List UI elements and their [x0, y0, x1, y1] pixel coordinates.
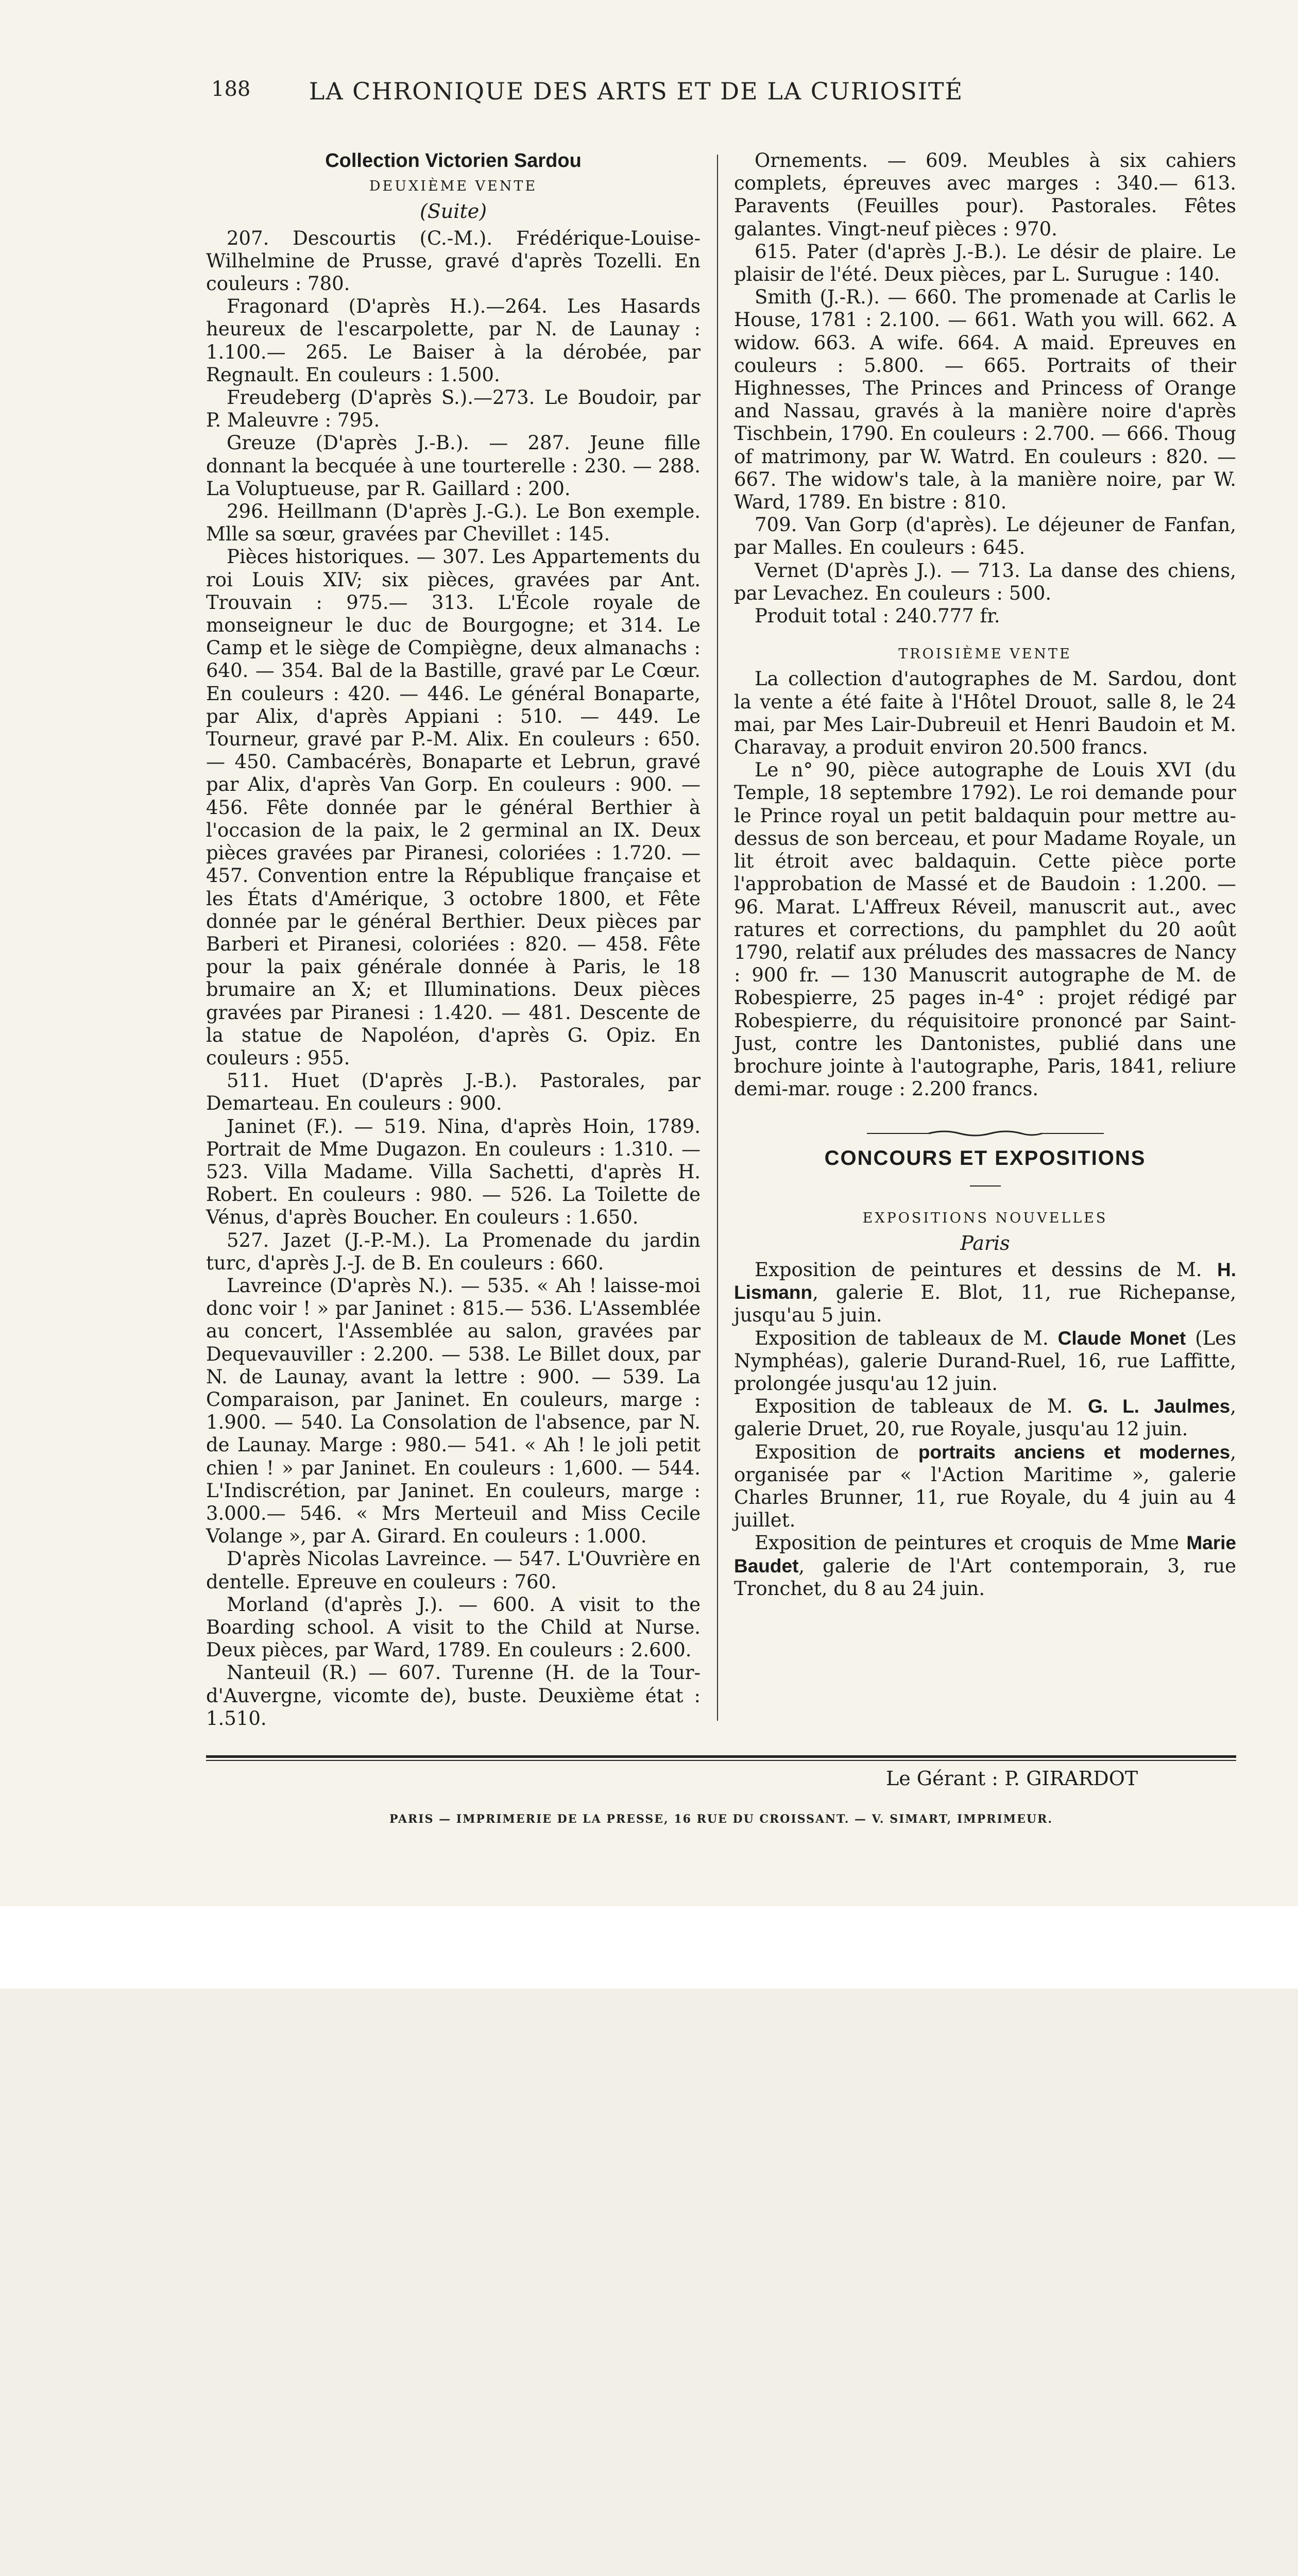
sale3-label: TROISIÈME VENTE: [898, 646, 1072, 663]
journal-title: LA CHRONIQUE DES ARTS ET DE LA CURIOSITÉ: [309, 77, 964, 105]
page-number: 188: [211, 77, 251, 101]
column-divider: [717, 155, 718, 1721]
lot-paragraph: Freudeberg (D'après S.).—273. Le Boudoir, par P. Maleuvre : 795.: [206, 386, 701, 432]
lot-paragraph: Nanteuil (R.) — 607. Turenne (H. de la Tour-d'Auvergne, vicomte de), buste. Deuxième état : 1.510.: [206, 1662, 701, 1730]
section-rule: [970, 1185, 1001, 1187]
lot-paragraph: 709. Van Gorp (d'après). Le déjeuner de Fanfan, par Malles. En couleurs : 645.: [734, 514, 1236, 559]
ornament-divider: [734, 1121, 1236, 1131]
gerant-line: Le Gérant : P. GIRARDOT: [886, 1767, 1138, 1790]
lot-paragraph: D'après Nicolas Lavreince. — 547. L'Ouvrière en dentelle. Epreuve en couleurs : 760.: [206, 1548, 701, 1593]
imprint-line: PARIS — IMPRIMERIE DE LA PRESSE, 16 RUE DU CROISSANT. — V. SIMART, IMPRIMEUR.: [389, 1812, 1053, 1826]
lot-paragraph: 527. Jazet (J.-P.-M.). La Promenade du jardin turc, d'après J.-J. de B. En couleurs : 660.: [206, 1229, 701, 1274]
lot-paragraph: Morland (d'après J.). — 600. A visit to the Boarding school. A visit to the Child at Nurse. Deux pièces, par Ward, 1789. En couleurs : 2.600.: [206, 1593, 701, 1662]
lot-paragraph: Lavreince (D'après N.). — 535. « Ah ! laisse-moi donc voir ! » par Janinet : 815.— 536. L'Assemblée au concert, l'Assemblée au salon, gravées par Dequevauviller : 2.200. — 538. Le Billet doux, par N. de Launay, avant la lettre : 900. — 539. La Comparaison, par Janinet. En couleurs, marge : 1.900. — 540. La Consolation de l'absence, par N. de Launay. Marge : 980.— 541. « Ah ! le joli petit chien ! » par Janinet. En couleurs : 1,600. — 544. L'Indiscrétion, par Janinet. En couleurs, marge : 3.000.— 546. « Mrs Merteuil and Miss Cecile Volange », par A. Girard. En couleurs : 1.000.: [206, 1274, 701, 1548]
lot-paragraph: 511. Huet (D'après J.-B.). Pastorales, par Demarteau. En couleurs : 900.: [206, 1070, 701, 1115]
lot-paragraph: 615. Pater (d'après J.-B.). Le désir de plaire. Le plaisir de l'été. Deux pièces, par L. Surugue : 140.: [734, 240, 1236, 286]
total-paragraph: Produit total : 240.777 fr.: [755, 605, 1000, 628]
lot-paragraph: Smith (J.-R.). — 660. The promenade at Carlis le House, 1781 : 2.100. — 661. Wath you will. 662. A widow. 663. A wife. 664. A maid. Epreuves en couleurs : 5.800. — 665. Portraits of their Highnesses, The Princes and Princess of Orange and Nassau, gravés à la manière noire d'après Tischbein, 1790. En couleurs : 2.700. — 666. Thoug of matrimony, par W. Watrd. En couleurs : 820. — 667. The widow's tale, à la manière noire, par W. Ward, 1789. En bistre : 810.: [734, 286, 1236, 514]
exhibition-paragraph: Exposition de peintures et croquis de Mme Marie Baudet, galerie de l'Art contemporain, 3, rue Tronchet, du 8 au 24 juin.: [734, 1532, 1236, 1600]
lot-paragraph: Greuze (D'après J.-B.). — 287. Jeune fille donnant la becquée à une tourterelle : 230. — 288. La Voluptueuse, par R. Gaillard : 200.: [206, 432, 701, 500]
city-label: Paris: [960, 1231, 1010, 1255]
lot-paragraph: 296. Heillmann (D'après J.-G.). Le Bon exemple. Mlle sa sœur, gravées par Chevillet : 145.: [206, 500, 701, 546]
left-column: [206, 149, 701, 1730]
exhibition-paragraph: Exposition de tableaux de M. G. L. Jaulmes, galerie Druet, 20, rue Royale, jusqu'au 12 juin.: [734, 1395, 1236, 1440]
exhibition-paragraph: Exposition de tableaux de M. Claude Monet (Les Nymphéas), galerie Durand-Ruel, 16, rue Laffitte, prolongée jusqu'au 12 juin.: [734, 1327, 1237, 1395]
collection-title: Collection Victorien Sardou: [325, 150, 582, 172]
section-title: CONCOURS ET EXPOSITIONS: [824, 1147, 1146, 1170]
viewer-footer: [0, 1906, 1298, 1989]
page-header: [211, 77, 1061, 113]
lot-paragraph: Fragonard (D'après H.).—264. Les Hasards heureux de l'escarpolette, par N. de Launay : 1.100.— 265. Le Baiser à la dérobée, par Regnault. En couleurs : 1.500.: [206, 295, 701, 386]
lot-paragraph: Ornements. — 609. Meubles à six cahiers complets, épreuves avec marges : 340.— 613. Paravents (Feuilles pour). Pastorales. Fêtes galantes. Vingt-neuf pièces : 970.: [734, 149, 1236, 240]
lot-paragraph: 207. Descourtis (C.-M.). Frédérique-Louise-Wilhelmine de Prusse, gravé d'après Tozelli. En couleurs : 780.: [206, 227, 701, 295]
autograph-paragraph: Le n° 90, pièce autographe de Louis XVI (du Temple, 18 septembre 1792). Le roi demande pour le Prince royal un petit baldaquin pour mettre au-dessus de son berceau, et pour Madame Royale, un lit étroit avec baldaquin. Cette pièce porte l'approbation de Massé et de Baudoin : 1.200. — 96. Marat. L'Affreux Réveil, manuscrit aut., avec ratures et corrections, du pamphlet du 20 août 1790, relatif aux préludes des massacres de Nancy : 900 fr. — 130 Manuscrit autographe de M. de Robespierre, 25 pages in-4° : projet rédigé par Robespierre, du réquisitoire prononcé par Saint-Just, contre les Dantonistes, publié dans une brochure jointe à l'autographe, Paris, 1841, reliure demi-mar. rouge : 2.200 francs.: [734, 759, 1236, 1100]
footer-rule: [206, 1760, 1236, 1761]
suite-label: (Suite): [419, 200, 487, 223]
sale-label: DEUXIÈME VENTE: [369, 178, 538, 195]
lot-paragraph: Vernet (D'après J.). — 713. La danse des chiens, par Levachez. En couleurs : 500.: [734, 559, 1236, 604]
exhibition-paragraph: Exposition de portraits anciens et modernes, organisée par « l'Action Maritime », galerie Charles Brunner, 11, rue Royale, du 4 juin au 4 juillet.: [734, 1440, 1236, 1532]
footer-rule: [206, 1755, 1236, 1758]
autograph-paragraph: La collection d'autographes de M. Sardou, dont la vente a été faite à l'Hôtel Drouot, salle 8, le 24 mai, par Mes Lair-Dubreuil et Henri Baudoin et M. Charavay, a produit environ 20.500 francs.: [734, 668, 1236, 759]
exhibition-paragraph: Exposition de peintures et dessins de M. H. Lismann, galerie E. Blot, 11, rue Richepanse, jusqu'au 5 juin.: [734, 1258, 1236, 1327]
lot-paragraph: Pièces historiques. — 307. Les Appartements du roi Louis XIV; six pièces, gravées par Ant. Trouvain : 975.— 313. L'École royale de monseigneur le duc de Bourgogne; et 314. Le Camp et le siège de Compiègne, deux almanachs : 640. — 354. Bal de la Bastille, gravé par Le Cœur. En couleurs : 420. — 446. Le général Bonaparte, par Alix, d'après Appiani : 510. — 449. Le Tourneur, gravé par P.-M. Alix. En couleurs : 650. — 450. Cambacérès, Bonaparte et Lebrun, gravé par Alix, d'après Van Gorp. En couleurs : 900. — 456. Fête donnée par le général Berthier à l'occasion de la paix, le 2 germinal an IX. Deux pièces gravées par Piranesi, coloriées : 1.720. — 457. Convention entre la République française et les États d'Amérique, 3 octobre 1800, et Fête donnée par le général Berthier. Deux pièces par Barberi et Piranesi, coloriées : 820. — 458. Fête pour la paix générale donnée à Paris, le 18 brumaire an X; et Illuminations. Deux pièces gravées par Piranesi : 1.420. — 481. Descente de la statue de Napoléon, d'après G. Opiz. En couleurs : 955.: [206, 546, 701, 1069]
right-column: [734, 149, 1236, 1600]
subsection-label: EXPOSITIONS NOUVELLES: [862, 1210, 1108, 1226]
lot-paragraph: Janinet (F.). — 519. Nina, d'après Hoin, 1789. Portrait de Mme Dugazon. En couleurs : 1.310. — 523. Villa Madame. Villa Sachetti, d'après H. Robert. En couleurs : 980. — 526. La Toilette de Vénus, d'après Boucher. En couleurs : 1.650.: [206, 1115, 701, 1229]
